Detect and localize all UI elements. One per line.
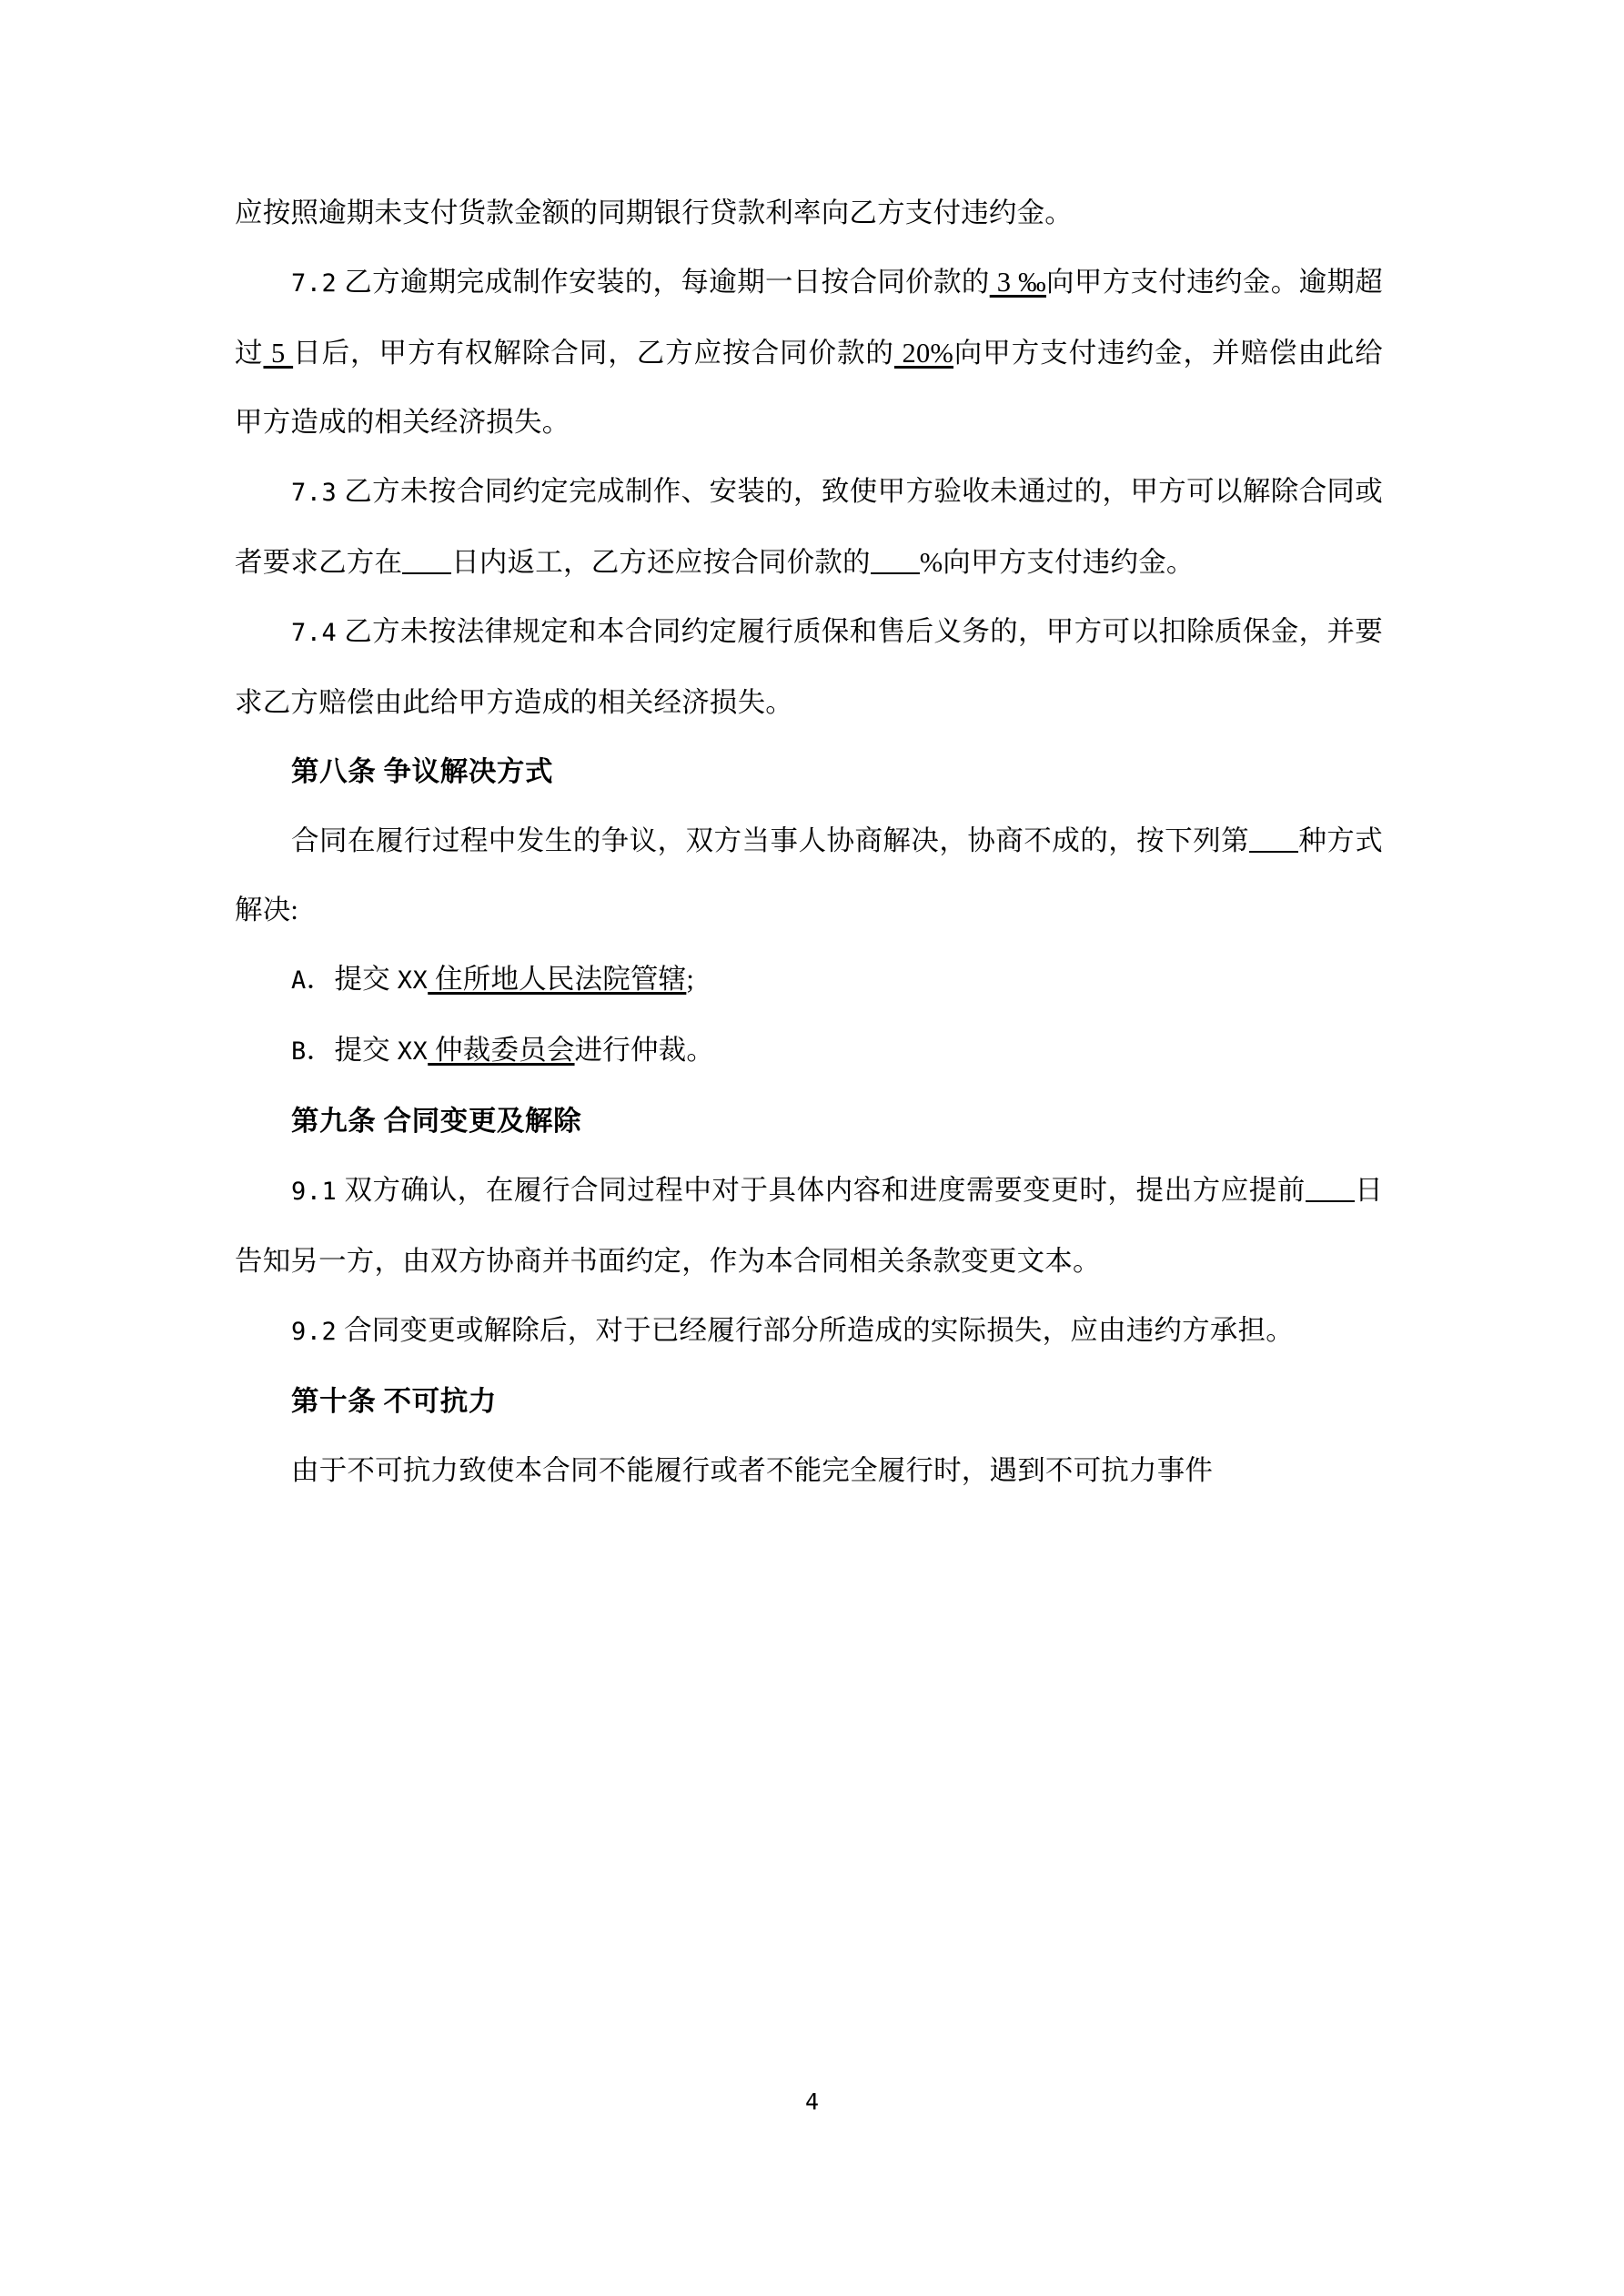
text-run: 乙方未按合同约定完成制作、安装的，致使甲方验收未通过的，甲方可以解除合同或者要求乙方在	[235, 476, 1383, 578]
text-run: 合同变更或解除后，对于已经履行部分所造成的实际损失，应由违约方承担。	[337, 1315, 1294, 1346]
paragraph-p-7-3	[235, 457, 1383, 597]
clause-number: 9.2	[291, 1318, 338, 1346]
paragraph-p-8-1	[235, 806, 1383, 945]
paragraph-p-9-2	[235, 1296, 1383, 1367]
fill-in-blank	[871, 545, 920, 575]
text-run: 日后，甲方有权解除合同，乙方应按合同价款的	[293, 338, 894, 369]
paragraph-p-7-4	[235, 597, 1383, 737]
paragraph-p-8-b	[235, 1016, 1383, 1087]
paragraph-p-7-2	[235, 248, 1383, 457]
clause-number: A	[291, 966, 307, 995]
paragraph-p-8-a	[235, 945, 1383, 1016]
paragraph-p-9-1	[235, 1156, 1383, 1296]
underlined-value: 20%	[893, 338, 954, 369]
text-run: 进行仲裁。	[574, 1035, 715, 1066]
fill-in-blank	[402, 545, 451, 575]
text-run: 第十条 不可抗力	[291, 1386, 497, 1417]
page-number: 4	[804, 2089, 820, 2115]
text-run: 由于不可抗力致使本合同不能履行或者不能完全履行时，遇到不可抗力事件	[291, 1455, 1214, 1486]
underlined-value: 住所地人民法院管辖	[428, 964, 687, 995]
paragraph-h-8	[235, 737, 1383, 806]
clause-number: 7.4	[291, 619, 338, 647]
text-run: ．提交	[306, 1035, 398, 1066]
fill-in-blank	[1306, 1173, 1355, 1203]
text-run: 合同在履行过程中发生的争议，双方当事人协商解决，协商不成的，按下列第	[291, 825, 1250, 856]
underlined-value: 3 ‰	[989, 267, 1046, 298]
text-run: 向甲方支付违约金，并赔偿由此给甲方造成的相关经济损失。	[235, 338, 1384, 438]
text-run: 日内返工，乙方还应按合同价款的	[451, 547, 871, 578]
paragraph-h-9	[235, 1087, 1383, 1156]
paragraph-p-7-1-cont	[235, 178, 1383, 248]
text-run: 日告知另一方，由双方协商并书面约定，作为本合同相关条款变更文本。	[235, 1175, 1384, 1277]
document-body	[235, 178, 1383, 1505]
paragraph-p-10-1	[235, 1436, 1383, 1505]
text-run: %向甲方支付违约金。	[919, 547, 1195, 578]
clause-number: XX	[397, 1037, 429, 1066]
fill-in-blank	[1249, 824, 1298, 854]
text-run: 种方式解决:	[235, 825, 1383, 925]
text-run: 应按照逾期未支付货款金额的同期银行贷款利率向乙方支付违约金。	[235, 197, 1073, 228]
text-run: 乙方逾期完成制作安装的，每逾期一日按合同价款的	[337, 267, 990, 298]
clause-number: 9.1	[291, 1178, 338, 1206]
clause-number: 7.3	[291, 479, 338, 507]
underlined-value: 5	[263, 338, 294, 369]
text-run: 向甲方支付违约金。逾期超过	[235, 267, 1383, 369]
text-run: 乙方未按法律规定和本合同约定履行质保和售后义务的，甲方可以扣除质保金，并要求乙方赔偿由此给甲方造成的相关经济损失。	[235, 616, 1383, 718]
text-run: ;	[686, 964, 695, 995]
text-run: 第八条 争议解决方式	[291, 756, 554, 787]
paragraph-h-10	[235, 1367, 1383, 1436]
text-run: 第九条 合同变更及解除	[291, 1106, 582, 1137]
underlined-value: 仲裁委员会	[428, 1035, 575, 1066]
clause-number: 7.2	[291, 269, 338, 298]
text-run: ．提交	[306, 964, 398, 995]
clause-number: B	[291, 1037, 307, 1066]
text-run: 双方确认，在履行合同过程中对于具体内容和进度需要变更时，提出方应提前	[337, 1175, 1306, 1206]
clause-number: XX	[397, 966, 429, 995]
